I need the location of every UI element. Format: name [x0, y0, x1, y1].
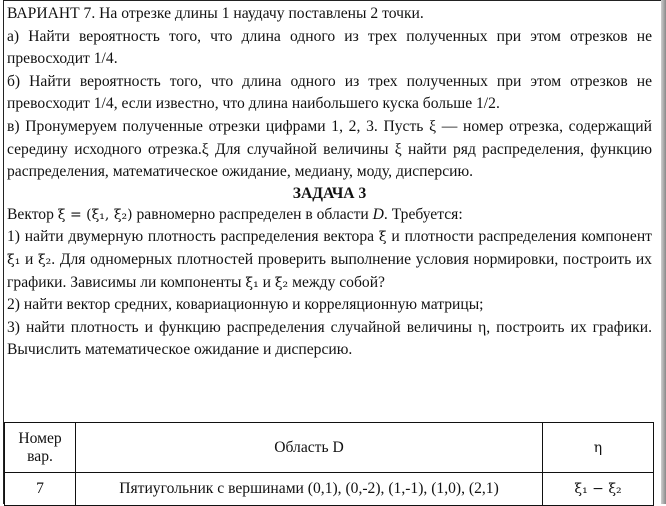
document-text [7, 3, 652, 362]
task3-item-1: 1) найти двумерную плотность распределения вектора ξ и плотности распределения компонент ξ₁ и ξ₂. Для одномерных плотностей проверить выполнение условия нормировки, построить их графики. Зависимы ли компоненты ξ₁ и ξ₂ между собой? [7, 228, 652, 291]
cell-eta: ξ₁ − ξ₂ [543, 473, 654, 506]
task3-item-2: 2) найти вектор средних, ковариационную и корреляционную матрицы; [7, 296, 484, 314]
task3-vector-line: Вектор ξ = (ξ₁, ξ₂) равномерно распределен в области D. Требуется: [7, 205, 463, 223]
header-variant-number: Номер вар. [5, 423, 76, 473]
cell-variant-number: 7 [5, 473, 76, 506]
header-eta: η [543, 423, 654, 473]
variant-part-b: б) Найти вероятность того, что длина одного из трех полученных при этом отрезков не превосходит 1/4, если известно, что длина наибольшего куска больше 1/2. [7, 72, 652, 113]
page-edge-shadow [661, 0, 666, 504]
table-header-row [5, 423, 654, 473]
vector-formula: ξ = (ξ₁, ξ₂) [57, 206, 133, 223]
region-symbol: D [372, 205, 384, 223]
task3-item-3: 3) найти плотность и функцию распределения случайной величины η, построить их графики. Вычислить математическое ожидание и дисперсию. [7, 318, 652, 359]
task3-heading: ЗАДАЧА 3 [292, 184, 367, 202]
header-region: Область D [76, 423, 543, 473]
variant-table [4, 422, 654, 506]
table-row [5, 473, 654, 506]
variant-title: ВАРИАНТ 7. На отрезке длины 1 наудачу поставлены 2 точки. [7, 5, 424, 22]
variant-part-c: в) Пронумеруем полученные отрезки цифрами 1, 2, 3. Пусть ξ — номер отрезка, содержащий середину исходного отрезка.ξ Для случайной величины ξ найти ряд распределения, функцию распределения, математическое ожидание, медиану, моду, дисперсию. [7, 117, 652, 181]
cell-region: Пятиугольник с вершинами (0,1), (0,-2), (1,-1), (1,0), (2,1) [76, 473, 543, 506]
variant-part-a: а) Найти вероятность того, что длина одного из трех полученных при этом отрезков не превосходит 1/4. [7, 27, 652, 68]
